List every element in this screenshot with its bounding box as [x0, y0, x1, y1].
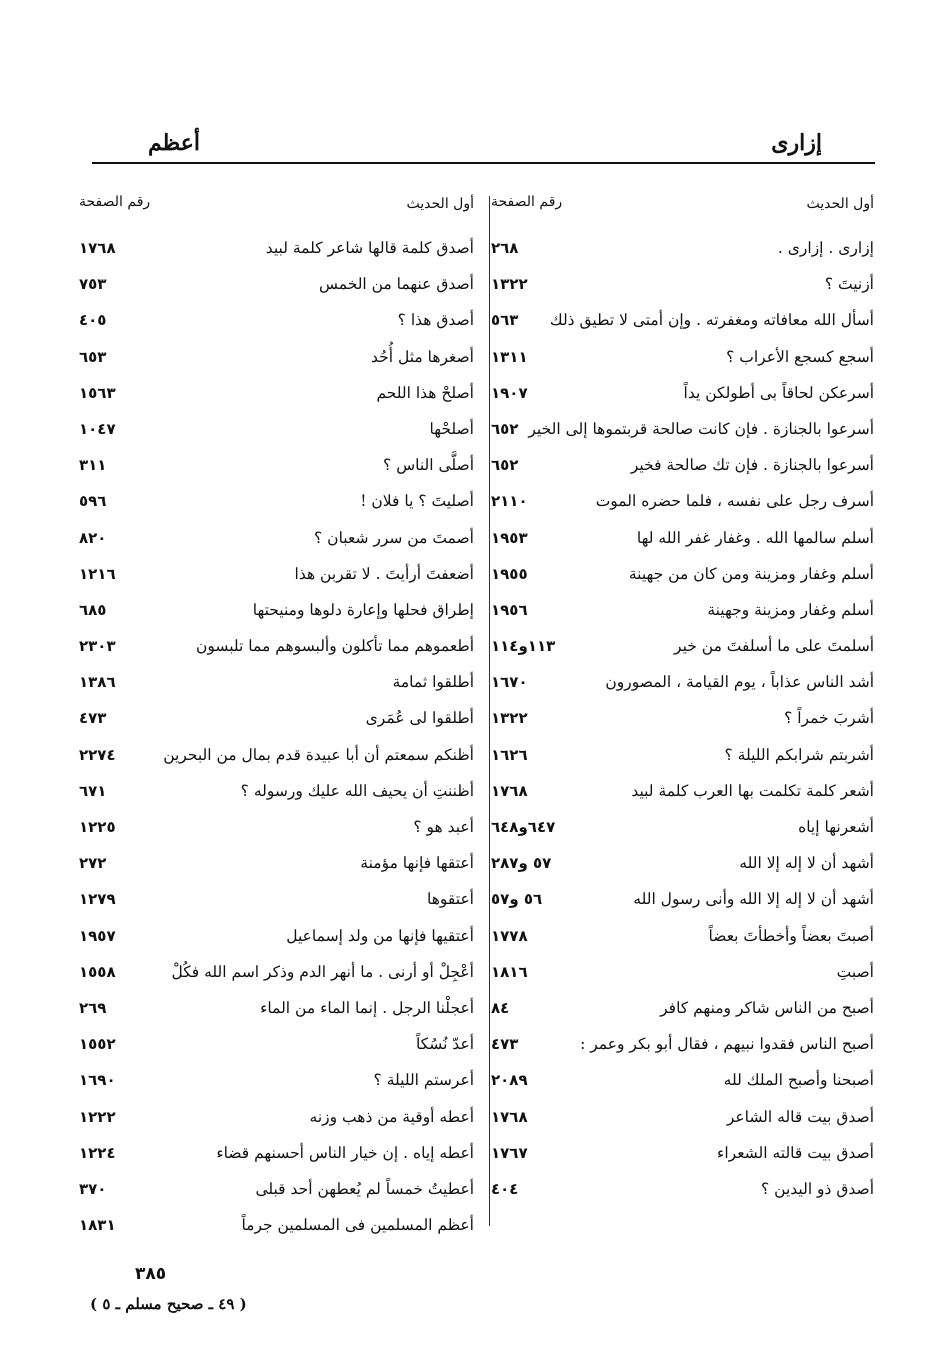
- page-reference: ١٧٦٨: [79, 239, 116, 257]
- index-entry: [79, 266, 474, 302]
- index-entry: [491, 918, 874, 954]
- page-reference: ٨٢٠: [79, 528, 107, 547]
- entry-list: [79, 230, 474, 1243]
- index-entry: [79, 700, 474, 736]
- index-entry: [491, 628, 874, 664]
- hadith-incipit: أصبحنا وأصبح الملك لله: [723, 1071, 874, 1090]
- hadith-incipit: أزنيتَ ؟: [824, 275, 874, 294]
- page-reference: ٧٥٣: [79, 275, 107, 294]
- index-entry: [491, 556, 874, 592]
- hadith-incipit: أظننتِ أن يحيف الله عليك ورسوله ؟: [240, 781, 474, 800]
- hadith-incipit: أصدق عنهما من الخمس: [318, 275, 474, 294]
- hadith-incipit: أسرعكن لحاقاً بى أطولكن يداً: [683, 383, 874, 402]
- column-header: [79, 190, 474, 230]
- hadith-incipit: أصليتَ ؟ يا فلان !: [360, 492, 474, 511]
- index-entry: [79, 664, 474, 700]
- index-entry: [491, 1099, 874, 1135]
- page-reference: ٥٦ و٥٧: [491, 890, 543, 909]
- index-entry: [79, 447, 474, 483]
- entry-list: [491, 230, 874, 1207]
- page-reference: ١٥٥٨: [79, 962, 116, 981]
- page-reference: ١٥٥٢: [79, 1035, 116, 1054]
- page-reference: ١٥٦٣: [79, 383, 116, 402]
- page-reference: ١٧٦٨: [491, 781, 528, 800]
- hadith-incipit: أشربَ خمراً ؟: [784, 709, 874, 728]
- page-reference: ١٨٣١: [79, 1216, 116, 1235]
- index-entry: [79, 845, 474, 881]
- hadith-incipit: أسرف رجل على نفسه ، فلما حضره الموت: [595, 492, 874, 511]
- index-entry: [491, 1135, 874, 1171]
- hadith-incipit: أسلم وغفار ومزينة ومن كان من جهينة: [628, 564, 874, 583]
- page-reference: ٣١١: [79, 456, 107, 475]
- page-reference: ١٢١٦: [79, 564, 116, 583]
- index-entry: [491, 773, 874, 809]
- index-entry: [79, 809, 474, 845]
- hadith-incipit: أصدق كلمة قالها شاعر كلمة لبيد: [265, 239, 474, 257]
- page-reference: ٢٠٨٩: [491, 1071, 528, 1090]
- page-reference: ١٢٢٢: [79, 1107, 116, 1126]
- index-column-left: [79, 190, 474, 1243]
- index-entry: [491, 411, 874, 447]
- page-reference: ٦٤٧و٦٤٨: [491, 818, 556, 836]
- hadith-incipit: أصبح الناس فقدوا نبيهم ، فقال أبو بكر وعمر :: [580, 1035, 874, 1054]
- index-entry: [79, 1099, 474, 1135]
- index-entry: [79, 954, 474, 990]
- column-divider: [489, 196, 490, 1226]
- page-reference: ٢٦٩: [79, 998, 107, 1017]
- hadith-incipit: أسلمتَ على ما أسلفتَ من خير: [674, 637, 874, 656]
- index-entry: [79, 483, 474, 519]
- hadith-incipit: أعجلْنا الرجل . إنما الماء من الماء: [260, 998, 474, 1017]
- hadith-incipit: أشربتم شرابكم الليلة ؟: [724, 745, 874, 764]
- page-reference: ٢٢٧٤: [79, 745, 116, 764]
- hadith-incipit: أعطه أوقية من ذهب وزنه: [309, 1107, 474, 1126]
- hadith-incipit: أعتقيها فإنها من ولد إسماعيل: [286, 926, 474, 945]
- page-reference: ١٩٥٦: [491, 600, 528, 619]
- hadith-incipit: أصمتَ من سرر شعبان ؟: [314, 528, 474, 547]
- index-entry: [491, 700, 874, 736]
- index-entry: [491, 881, 874, 917]
- page-reference: ١٩٥٣: [491, 528, 528, 547]
- index-entry: [491, 664, 874, 700]
- running-head-last-word: أعظم: [148, 130, 200, 156]
- hadith-incipit: أصلَّى الناس ؟: [383, 456, 474, 475]
- page-reference: ٢٧٢: [79, 854, 107, 873]
- page-reference: ٢٦٨: [491, 239, 519, 257]
- hadith-incipit: أصلحْها: [429, 419, 474, 438]
- column-header-page: رقم الصفحة: [79, 194, 151, 210]
- page-reference: ٥٦٣: [491, 311, 519, 330]
- index-entry: [79, 737, 474, 773]
- index-entry: [491, 592, 874, 628]
- page-reference: ٦٨٥: [79, 600, 107, 619]
- index-entry: [491, 737, 874, 773]
- page-reference: ١٢٢٤: [79, 1143, 116, 1162]
- index-entry: [79, 556, 474, 592]
- index-entry: [79, 773, 474, 809]
- page-reference: ١٦٧٠: [491, 673, 528, 692]
- index-entry: [491, 954, 874, 990]
- page-reference: ٢٣٠٣: [79, 637, 116, 656]
- hadith-incipit: أشد الناس عذاباً ، يوم القيامة ، المصورون: [605, 673, 874, 692]
- index-entry: [79, 1207, 474, 1243]
- page-reference: ٢١١٠: [491, 492, 528, 511]
- hadith-incipit: أصدق ذو اليدين ؟: [761, 1179, 874, 1198]
- hadith-incipit: أسأل الله معافاته ومغفرته . وإن أمتى لا تطيق ذلك: [549, 311, 874, 330]
- hadith-incipit: إزارى . إزارى .: [777, 239, 874, 257]
- index-entry: [491, 845, 874, 881]
- hadith-incipit: أسجع كسجع الأعراب ؟: [726, 347, 874, 366]
- hadith-incipit: أصبتِ: [836, 962, 874, 981]
- hadith-incipit: أصبح من الناس شاكر ومنهم كافر: [660, 998, 874, 1017]
- page-reference: ٥٧ و٢٨٧: [491, 854, 552, 873]
- index-entry: [79, 520, 474, 556]
- page-reference: ١٦٢٦: [491, 745, 528, 764]
- hadith-incipit: أصبتَ بعضاً وأخطأتَ بعضاً: [708, 926, 874, 945]
- index-column-right: [491, 190, 874, 1207]
- printer-signature: ( ٤٩ ـ صحيح مسلم ـ ٥ ): [90, 1295, 247, 1313]
- index-entry: [491, 230, 874, 266]
- hadith-incipit: أطلقوا لى عُمَرى: [365, 709, 474, 728]
- hadith-incipit: أعتقوها: [427, 890, 474, 909]
- index-entry: [491, 990, 874, 1026]
- page-reference: ٦٧١: [79, 781, 107, 800]
- hadith-incipit: إطراق فحلها وإعارة دلوها ومنيحتها: [252, 600, 474, 619]
- index-entry: [491, 375, 874, 411]
- index-entry: [79, 1171, 474, 1207]
- index-entry: [79, 990, 474, 1026]
- page-reference: ١٦٩٠: [79, 1071, 116, 1090]
- index-entry: [491, 1171, 874, 1207]
- hadith-incipit: أصغرها مثل أُحُد: [371, 347, 474, 366]
- index-entry: [491, 266, 874, 302]
- running-head-first-word: إزارى: [771, 130, 822, 156]
- column-header: [491, 190, 874, 230]
- index-entry: [79, 918, 474, 954]
- page-number: ٣٨٥: [135, 1264, 167, 1284]
- hadith-incipit: أشعرنها إياه: [798, 818, 874, 836]
- page-reference: ٣٧٠: [79, 1179, 107, 1198]
- page-reference: ٤٠٥: [79, 311, 107, 330]
- page-reference: ٦٥٢: [491, 456, 519, 475]
- page-reference: ١٣٢٢: [491, 709, 528, 728]
- index-entry: [79, 628, 474, 664]
- page-reference: ٦٥٢: [491, 419, 519, 438]
- page-reference: ١٣٢٢: [491, 275, 528, 294]
- page-reference: ٤٧٣: [79, 709, 107, 728]
- hadith-incipit: أصدق بيت قاله الشاعر: [726, 1107, 874, 1126]
- page-reference: ٦٥٣: [79, 347, 107, 366]
- hadith-incipit: أسلم سالمها الله . وغفار غفر الله لها: [636, 528, 874, 547]
- index-entry: [79, 375, 474, 411]
- index-entry: [491, 302, 874, 338]
- hadith-incipit: أعدّ نُسُكاً: [415, 1035, 474, 1054]
- index-entry: [79, 592, 474, 628]
- page-reference: ١٣١١: [491, 347, 528, 366]
- page-reference: ١٧٦٨: [491, 1107, 528, 1126]
- hadith-incipit: أطلقوا ثمامة: [392, 673, 474, 692]
- page-reference: ٤٧٣: [491, 1035, 519, 1054]
- index-entry: [491, 1026, 874, 1062]
- page-reference: ١٠٤٧: [79, 419, 116, 438]
- page-reference: ١٩٠٧: [491, 383, 528, 402]
- index-entry: [79, 1062, 474, 1098]
- page-reference: ١١٣و١١٤: [491, 637, 556, 656]
- hadith-incipit: أصلحْ هذا اللحم: [376, 383, 474, 402]
- hadith-incipit: أشهد أن لا إله إلا الله وأنى رسول الله: [633, 890, 874, 909]
- page-reference: ١٩٥٧: [79, 926, 116, 945]
- page-reference: ١٩٥٥: [491, 564, 528, 583]
- hadith-incipit: أطعموهم مما تأكلون وألبسوهم مما تلبسون: [196, 637, 474, 656]
- hadith-incipit: أسرعوا بالجنازة . فإن تك صالحة فخير: [630, 456, 874, 475]
- hadith-incipit: أعطيتُ خمساً لم يُعطهن أحد قبلى: [255, 1179, 474, 1198]
- index-entry: [79, 1135, 474, 1171]
- page-reference: ٥٩٦: [79, 492, 107, 511]
- hadith-incipit: أصدق بيت قالته الشعراء: [717, 1143, 874, 1162]
- hadith-incipit: أعبد هو ؟: [413, 818, 474, 836]
- index-entry: [79, 302, 474, 338]
- hadith-incipit: أسلم وغفار ومزينة وجهينة: [707, 600, 874, 619]
- column-header-hadith: أول الحديث: [806, 196, 874, 212]
- page-reference: ١٣٨٦: [79, 673, 116, 692]
- index-entry: [491, 339, 874, 375]
- page-reference: ١٢٢٥: [79, 818, 116, 836]
- hadith-incipit: أعطه إياه . إن خيار الناس أحسنهم قضاء: [216, 1143, 474, 1162]
- index-entry: [79, 881, 474, 917]
- index-entry: [79, 339, 474, 375]
- index-entry: [79, 230, 474, 266]
- page-reference: ١٢٧٩: [79, 890, 116, 909]
- index-entry: [491, 1062, 874, 1098]
- hadith-incipit: أشهد أن لا إله إلا الله: [739, 854, 874, 873]
- column-header-page: رقم الصفحة: [491, 194, 563, 210]
- page-reference: ١٧٧٨: [491, 926, 528, 945]
- index-entry: [79, 1026, 474, 1062]
- hadith-incipit: أعظم المسلمين فى المسلمين جرماً: [241, 1216, 474, 1235]
- index-entry: [491, 483, 874, 519]
- index-entry: [491, 447, 874, 483]
- page-reference: ١٧٦٧: [491, 1143, 528, 1162]
- hadith-incipit: أصدق هذا ؟: [397, 311, 474, 330]
- index-entry: [491, 520, 874, 556]
- hadith-incipit: أظنكم سمعتم أن أبا عبيدة قدم بمال من البحرين: [163, 745, 474, 764]
- page-reference: ١٨١٦: [491, 962, 528, 981]
- header-rule: [92, 162, 875, 164]
- hadith-incipit: أضعفتَ أرأيتَ . لا تقربن هذا: [294, 564, 474, 583]
- hadith-incipit: أعتقها فإنها مؤمنة: [360, 854, 474, 873]
- page-reference: ٨٤: [491, 998, 510, 1017]
- index-entry: [79, 411, 474, 447]
- page-reference: ٤٠٤: [491, 1179, 519, 1198]
- column-header-hadith: أول الحديث: [406, 196, 474, 212]
- index-entry: [491, 809, 874, 845]
- hadith-incipit: أسرعوا بالجنازة . فإن كانت صالحة قربتموها إلى الخير: [528, 419, 874, 438]
- hadith-incipit: أعرستم الليلة ؟: [373, 1071, 474, 1090]
- hadith-incipit: أشعر كلمة تكلمت بها العرب كلمة لبيد: [631, 781, 874, 800]
- hadith-incipit: أعْجِلْ أو أرنى . ما أنهر الدم وذكر اسم الله فكُلْ: [171, 962, 474, 981]
